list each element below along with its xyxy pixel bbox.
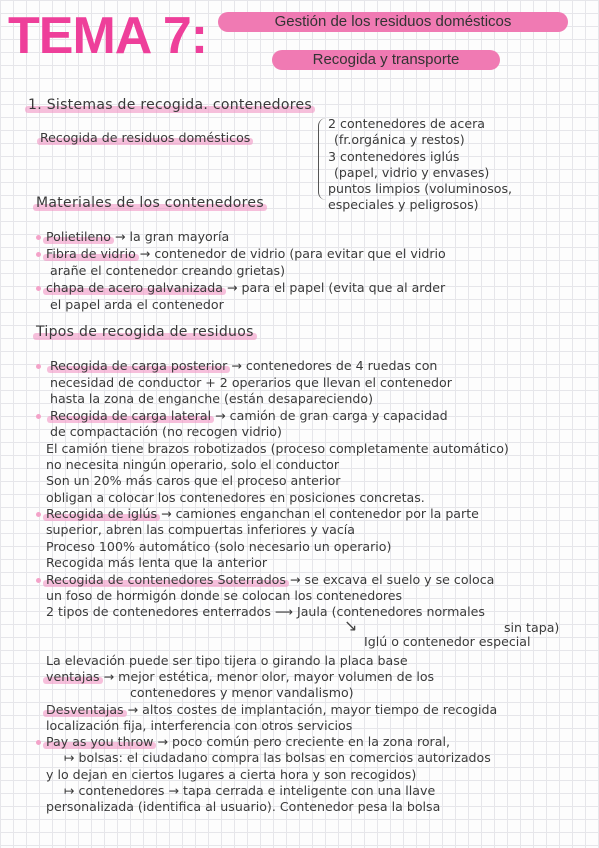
list-item: Desventajas → altos costes de implantación, mayor tiempo de recogida (46, 702, 498, 717)
subtopic-banner: Recogida y transporte (272, 50, 500, 70)
list-item: ↦ contenedores → tapa cerrada e inteligente con una llave (64, 783, 436, 798)
list-item: Recogida de carga posterior → contenedores de 4 ruedas con (50, 358, 438, 373)
materials-heading-text: Materiales de los contenedores (36, 195, 264, 211)
option-line: 3 contenedores iglús (328, 149, 460, 164)
option-line: 2 contenedores de acera (328, 116, 485, 131)
list-item: chapa de acero galvanizada → para el papel (evita que al arder (46, 280, 446, 295)
bullet-icon (36, 414, 41, 419)
bullet-icon (36, 740, 41, 745)
list-item: y lo dejan en ciertos lugares a cierta hora y son recogidos) (46, 767, 417, 782)
page-title: TEMA 7: (8, 7, 208, 65)
list-item: 2 tipos de contenedores enterrados ⟶ Jaula (contenedores normales (46, 604, 485, 619)
list-item: de compactación (no recogen vidrio) (50, 424, 282, 439)
option-line: especiales y peligrosos) (328, 197, 479, 212)
list-item: Recogida de iglús → camiones enganchan el contenedor por la parte (46, 506, 479, 521)
bullet-icon (36, 286, 41, 291)
list-item: Polietileno → la gran mayoría (46, 229, 230, 244)
domestic-label (40, 129, 250, 146)
materials-heading (36, 195, 264, 212)
list-item: superior, abren las compuertas inferiores y vacía (46, 522, 356, 537)
option-line: puntos limpios (voluminosos, (328, 181, 513, 196)
list-item: hasta la zona de enganche (están desapareciendo) (50, 391, 373, 406)
list-item: no necesita ningún operario, solo el conductor (46, 457, 340, 472)
bullet-icon (36, 235, 41, 240)
domestic-label-text: Recogida de residuos domésticos (40, 130, 251, 145)
list-item: La elevación puede ser tipo tijera o girando la placa base (46, 653, 408, 668)
types-heading-text: Tipos de recogida de residuos (36, 324, 254, 340)
list-item: Proceso 100% automático (solo necesario un operario) (46, 539, 392, 554)
list-item: Pay as you throw → poco común pero creciente en la zona roral, (46, 734, 450, 749)
option-line: (papel, vidrio y envases) (334, 165, 490, 180)
types-heading (36, 324, 254, 341)
list-item: personalizada (identifica al usuario). Contenedor pesa la bolsa (46, 799, 441, 814)
list-item: ↦ bolsas: el ciudadano compra las bolsas en comercios autorizados (64, 750, 491, 765)
list-item: contenedores y menor vandalismo) (130, 685, 354, 700)
bullet-icon (36, 578, 41, 583)
brace-icon (318, 118, 327, 200)
bullet-icon (36, 364, 41, 369)
list-item: localización fija, interferencia con otros servicios (46, 718, 353, 733)
list-item: Recogida de carga lateral → camión de gran carga y capacidad (50, 408, 448, 423)
list-item: El camión tiene brazos robotizados (proceso completamente automático) (46, 441, 509, 456)
bullet-icon (36, 252, 41, 257)
list-item: necesidad de conductor + 2 operarios que llevan el contenedor (50, 375, 452, 390)
option-line: (fr.orgánica y restos) (334, 132, 465, 147)
list-item: Fibra de vidrio → contenedor de vidrio (para evitar que el vidrio (46, 246, 446, 261)
section-heading-text: 1. Sistemas de recogida. contenedores (28, 97, 312, 113)
list-item: Son un 20% más caros que el proceso anterior (46, 473, 341, 488)
list-item: un foso de hormigón donde se colocan los contenedores (46, 588, 403, 603)
list-item: ventajas → mejor estética, menor olor, mayor volumen de los (46, 669, 435, 684)
list-item: obligan a colocar los contenedores en posiciones concretas. (46, 490, 425, 505)
list-item: arañe el contenedor creando grietas) (50, 263, 286, 278)
list-item: Recogida de contenedores Soterrados → se excava el suelo y se coloca (46, 572, 495, 587)
list-item: el papel arda el contenedor (50, 297, 224, 312)
arrow-down-right-icon: ↘ (344, 616, 358, 635)
section-heading (28, 97, 312, 114)
bullet-icon (36, 512, 41, 517)
list-item: sin tapa) (504, 620, 560, 635)
topic-banner: Gestión de los residuos domésticos (218, 12, 568, 32)
list-item: Recogida más lenta que la anterior (46, 555, 268, 570)
list-item: Iglú o contenedor especial (364, 634, 531, 649)
